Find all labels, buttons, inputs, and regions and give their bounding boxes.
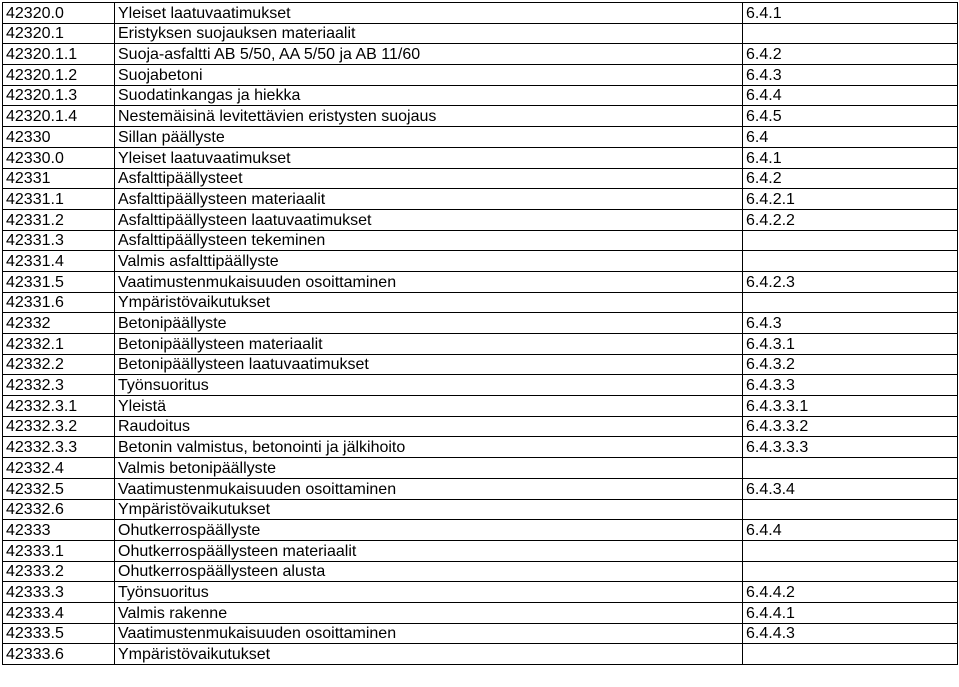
section-code-cell: 42332.5 xyxy=(3,478,115,499)
table-row xyxy=(3,334,958,355)
table-row xyxy=(3,3,958,24)
section-code-cell: 42332 xyxy=(3,313,115,334)
table-row xyxy=(3,416,958,437)
section-title-cell: Eristyksen suojauksen materiaalit xyxy=(115,23,743,44)
reference-cell: 6.4.2.1 xyxy=(743,189,958,210)
table-row xyxy=(3,396,958,417)
section-code-cell: 42320.1.2 xyxy=(3,65,115,86)
table-row xyxy=(3,230,958,251)
table-row xyxy=(3,561,958,582)
table-row xyxy=(3,271,958,292)
section-title-cell: Yleistä xyxy=(115,396,743,417)
section-title-cell: Betonipäällysteen laatuvaatimukset xyxy=(115,354,743,375)
table-row xyxy=(3,106,958,127)
reference-cell: 6.4.1 xyxy=(743,3,958,24)
section-code-cell: 42320.0 xyxy=(3,3,115,24)
section-code-cell: 42333.6 xyxy=(3,644,115,665)
section-code-cell: 42332.3.2 xyxy=(3,416,115,437)
reference-cell: 6.4.2 xyxy=(743,44,958,65)
section-title-cell: Ohutkerrospäällysteen materiaalit xyxy=(115,540,743,561)
section-code-cell: 42333.5 xyxy=(3,623,115,644)
section-code-cell: 42330 xyxy=(3,127,115,148)
reference-cell xyxy=(743,540,958,561)
section-code-cell: 42331.5 xyxy=(3,271,115,292)
reference-cell: 6.4.1 xyxy=(743,147,958,168)
table-row xyxy=(3,44,958,65)
reference-cell: 6.4.4.1 xyxy=(743,602,958,623)
reference-cell: 6.4.3.3.1 xyxy=(743,396,958,417)
section-title-cell: Työnsuoritus xyxy=(115,582,743,603)
section-title-cell: Ohutkerrospäällysteen alusta xyxy=(115,561,743,582)
section-title-cell: Valmis asfalttipäällyste xyxy=(115,251,743,272)
reference-cell xyxy=(743,499,958,520)
section-title-cell: Työnsuoritus xyxy=(115,375,743,396)
section-code-cell: 42331.2 xyxy=(3,209,115,230)
reference-cell xyxy=(743,23,958,44)
table-row xyxy=(3,313,958,334)
section-code-cell: 42331.4 xyxy=(3,251,115,272)
table-row xyxy=(3,644,958,665)
section-code-cell: 42332.3 xyxy=(3,375,115,396)
section-title-cell: Betonipäällyste xyxy=(115,313,743,334)
section-code-cell: 42331.1 xyxy=(3,189,115,210)
reference-cell: 6.4.2.2 xyxy=(743,209,958,230)
table-body xyxy=(3,3,958,665)
reference-cell: 6.4.3.3.3 xyxy=(743,437,958,458)
section-title-cell: Suodatinkangas ja hiekka xyxy=(115,85,743,106)
table-row xyxy=(3,251,958,272)
section-code-cell: 42332.4 xyxy=(3,458,115,479)
section-title-cell: Asfalttipäällysteen laatuvaatimukset xyxy=(115,209,743,230)
table-row xyxy=(3,478,958,499)
reference-cell: 6.4.2.3 xyxy=(743,271,958,292)
section-code-cell: 42332.3.1 xyxy=(3,396,115,417)
section-code-cell: 42333.2 xyxy=(3,561,115,582)
table-row xyxy=(3,623,958,644)
section-title-cell: Sillan päällyste xyxy=(115,127,743,148)
section-title-cell: Asfalttipäällysteen tekeminen xyxy=(115,230,743,251)
table-row xyxy=(3,85,958,106)
section-title-cell: Raudoitus xyxy=(115,416,743,437)
reference-cell xyxy=(743,458,958,479)
section-code-cell: 42333.3 xyxy=(3,582,115,603)
reference-cell: 6.4.3 xyxy=(743,65,958,86)
section-code-cell: 42320.1.1 xyxy=(3,44,115,65)
table-row xyxy=(3,168,958,189)
table-row xyxy=(3,499,958,520)
section-title-cell: Suojabetoni xyxy=(115,65,743,86)
reference-cell xyxy=(743,251,958,272)
table-row xyxy=(3,354,958,375)
reference-cell: 6.4.3.3 xyxy=(743,375,958,396)
section-code-cell: 42330.0 xyxy=(3,147,115,168)
section-title-cell: Yleiset laatuvaatimukset xyxy=(115,147,743,168)
section-code-cell: 42333.4 xyxy=(3,602,115,623)
table-row xyxy=(3,582,958,603)
section-title-cell: Ympäristövaikutukset xyxy=(115,292,743,313)
section-code-cell: 42320.1.3 xyxy=(3,85,115,106)
table-row xyxy=(3,147,958,168)
table-row xyxy=(3,65,958,86)
reference-cell xyxy=(743,644,958,665)
section-title-cell: Asfalttipäällysteet xyxy=(115,168,743,189)
section-code-cell: 42332.3.3 xyxy=(3,437,115,458)
reference-cell xyxy=(743,561,958,582)
reference-cell: 6.4.3.2 xyxy=(743,354,958,375)
table-row xyxy=(3,189,958,210)
reference-cell: 6.4 xyxy=(743,127,958,148)
section-title-cell: Ympäristövaikutukset xyxy=(115,644,743,665)
table-row xyxy=(3,375,958,396)
reference-cell: 6.4.3.1 xyxy=(743,334,958,355)
reference-cell: 6.4.3.3.2 xyxy=(743,416,958,437)
reference-cell: 6.4.3 xyxy=(743,313,958,334)
table-row xyxy=(3,437,958,458)
table-row xyxy=(3,292,958,313)
section-code-cell: 42333 xyxy=(3,520,115,541)
section-title-cell: Nestemäisinä levitettävien eristysten suojaus xyxy=(115,106,743,127)
table-row xyxy=(3,520,958,541)
reference-cell: 6.4.3.4 xyxy=(743,478,958,499)
reference-cell: 6.4.4 xyxy=(743,85,958,106)
section-code-cell: 42332.6 xyxy=(3,499,115,520)
section-title-cell: Betonipäällysteen materiaalit xyxy=(115,334,743,355)
section-title-cell: Suoja-asfaltti AB 5/50, AA 5/50 ja AB 11/60 xyxy=(115,44,743,65)
section-title-cell: Vaatimustenmukaisuuden osoittaminen xyxy=(115,271,743,292)
section-code-cell: 42332.1 xyxy=(3,334,115,355)
table-row xyxy=(3,23,958,44)
reference-cell: 6.4.4.2 xyxy=(743,582,958,603)
specification-table xyxy=(2,2,958,665)
table-row xyxy=(3,458,958,479)
section-title-cell: Yleiset laatuvaatimukset xyxy=(115,3,743,24)
section-title-cell: Asfalttipäällysteen materiaalit xyxy=(115,189,743,210)
reference-cell: 6.4.4.3 xyxy=(743,623,958,644)
section-title-cell: Valmis betonipäällyste xyxy=(115,458,743,479)
reference-cell: 6.4.4 xyxy=(743,520,958,541)
section-code-cell: 42320.1.4 xyxy=(3,106,115,127)
section-title-cell: Ohutkerrospäällyste xyxy=(115,520,743,541)
section-code-cell: 42331.3 xyxy=(3,230,115,251)
table-row xyxy=(3,540,958,561)
section-title-cell: Vaatimustenmukaisuuden osoittaminen xyxy=(115,478,743,499)
section-title-cell: Vaatimustenmukaisuuden osoittaminen xyxy=(115,623,743,644)
section-code-cell: 42331.6 xyxy=(3,292,115,313)
reference-cell: 6.4.2 xyxy=(743,168,958,189)
table-row xyxy=(3,602,958,623)
section-title-cell: Valmis rakenne xyxy=(115,602,743,623)
section-title-cell: Ympäristövaikutukset xyxy=(115,499,743,520)
table-row xyxy=(3,127,958,148)
section-code-cell: 42332.2 xyxy=(3,354,115,375)
reference-cell xyxy=(743,292,958,313)
table-row xyxy=(3,209,958,230)
reference-cell: 6.4.5 xyxy=(743,106,958,127)
section-code-cell: 42333.1 xyxy=(3,540,115,561)
reference-cell xyxy=(743,230,958,251)
section-code-cell: 42331 xyxy=(3,168,115,189)
section-code-cell: 42320.1 xyxy=(3,23,115,44)
section-title-cell: Betonin valmistus, betonointi ja jälkihoito xyxy=(115,437,743,458)
